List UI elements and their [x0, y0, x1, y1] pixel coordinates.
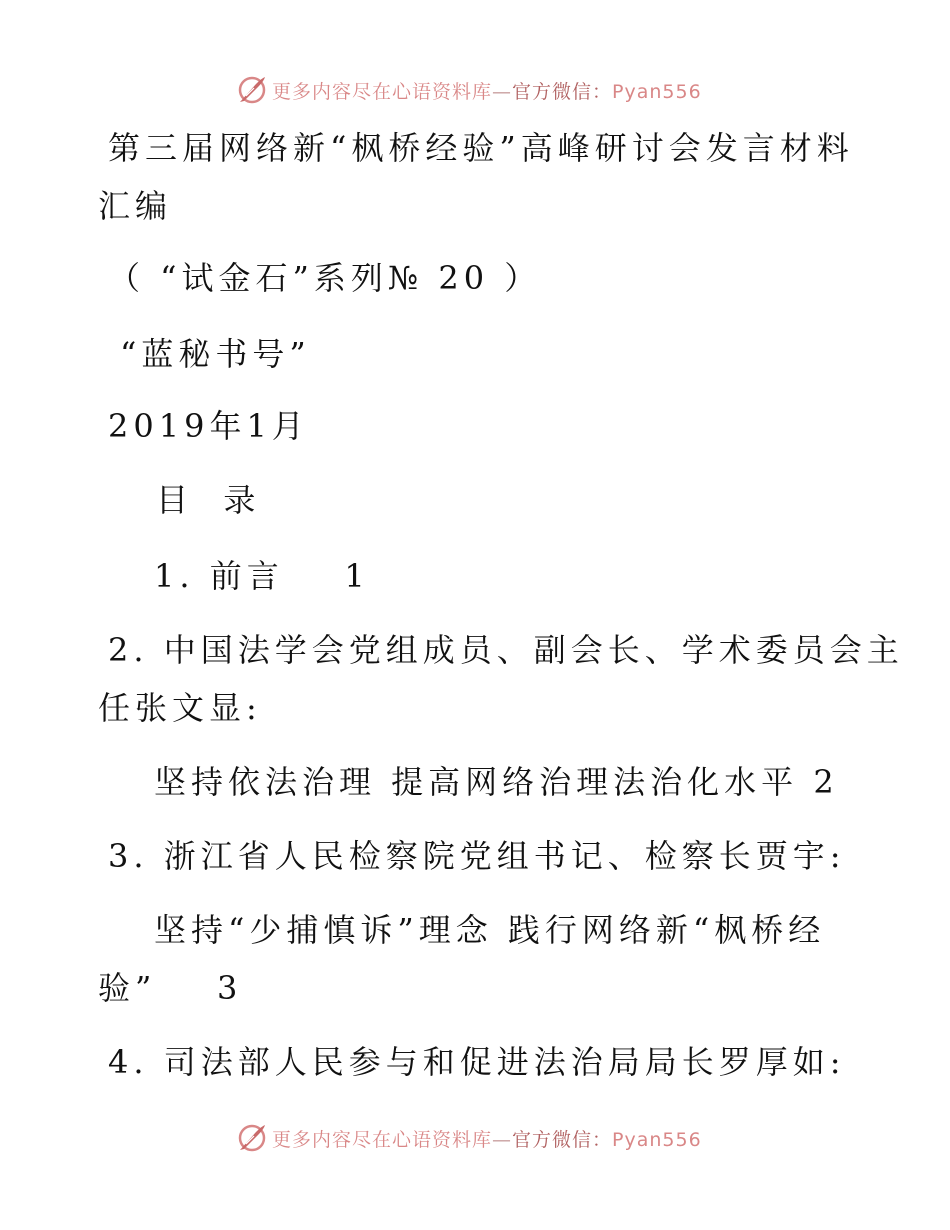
series-label: （ “试金石”系列№ 20 ） [108, 259, 542, 297]
feather-pen-logo-icon [236, 74, 268, 106]
source-label: “蓝秘书号” [120, 335, 311, 373]
toc-entry-3-line-1: 3. 浙江省人民检察院党组书记、检察长贾宇: [108, 837, 846, 875]
footer-watermark [0, 1118, 950, 1158]
toc-entry-2-line-2: 任张文显: [98, 689, 262, 727]
toc-entry-3-line-3: 验” 3 [98, 969, 243, 1007]
header-watermark [0, 70, 950, 110]
toc-entry-1: 1. 前言 1 [154, 557, 370, 595]
toc-entry-2-line-3: 坚持依法治理 提高网络治理法治化水平 2 [154, 763, 839, 801]
watermark-text: 更多内容尽在心语资料库—官方微信：Pyan556 [272, 1128, 702, 1151]
document-title-line-2: 汇编 [98, 187, 173, 225]
toc-entry-4-line-1: 4. 司法部人民参与和促进法治局局长罗厚如: [108, 1043, 846, 1081]
document-title-line-1: 第三届网络新“枫桥经验”高峰研讨会发言材料 [108, 129, 854, 167]
toc-entry-3-line-2: 坚持“少捕慎诉”理念 践行网络新“枫桥经 [154, 911, 826, 949]
watermark-text: 更多内容尽在心语资料库—官方微信：Pyan556 [272, 80, 702, 103]
feather-pen-logo-icon [236, 1122, 268, 1154]
toc-entry-2-line-1: 2. 中国法学会党组成员、副会长、学术委员会主 [108, 631, 904, 669]
toc-heading: 目 录 [156, 481, 261, 519]
publication-date: 2019年1月 [108, 407, 309, 445]
